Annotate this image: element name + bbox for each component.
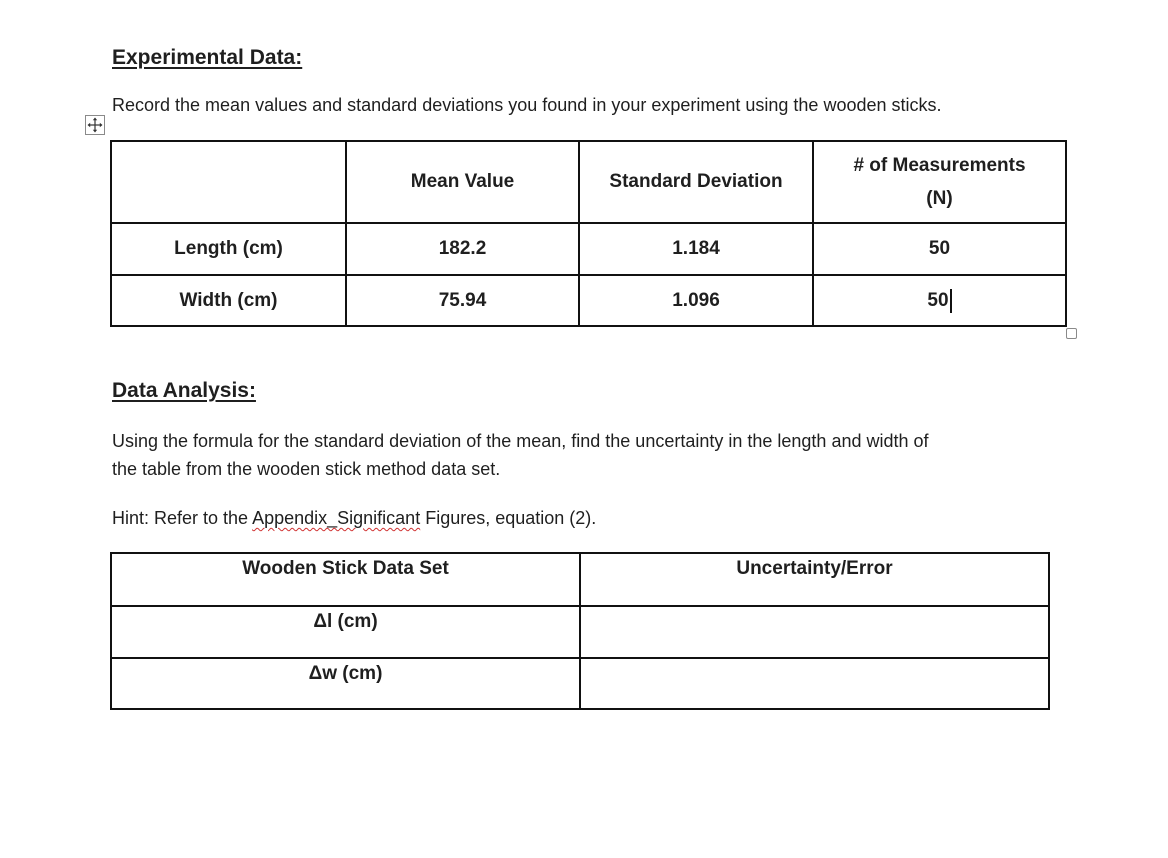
length-n-cell[interactable]: 50 (813, 223, 1066, 275)
header-uncertainty-error[interactable]: Uncertainty/Error (580, 553, 1049, 606)
delta-w-label[interactable]: Δw (cm) (111, 658, 580, 709)
row-label-width[interactable]: Width (cm) (111, 275, 346, 326)
hint-appendix-reference: Appendix_Significant (252, 508, 421, 528)
table-move-handle-icon[interactable] (85, 115, 105, 135)
table-cell[interactable] (111, 141, 346, 223)
table-header-row (111, 553, 1049, 606)
row-label-length[interactable]: Length (cm) (111, 223, 346, 275)
delta-w-value-cell[interactable] (580, 658, 1049, 709)
header-wooden-stick-data-set[interactable]: Wooden Stick Data Set (111, 553, 580, 606)
table-header-row (111, 141, 1066, 223)
table-resize-handle-icon[interactable] (1066, 328, 1077, 339)
experimental-data-heading: Experimental Data: (112, 46, 303, 69)
header-measurements[interactable] (813, 141, 1066, 223)
header-mean-value[interactable]: Mean Value (346, 141, 579, 223)
move-arrows-icon (87, 117, 103, 133)
data-analysis-heading: Data Analysis: (112, 379, 256, 402)
width-sd-cell[interactable]: 1.096 (579, 275, 813, 326)
header-measurements-line2: (N) (926, 188, 953, 209)
table-row (111, 658, 1049, 709)
header-measurements-line1: # of Measurements (853, 155, 1026, 176)
hint-prefix: Hint: Refer to the (112, 508, 253, 528)
delta-l-label[interactable]: Δl (cm) (111, 606, 580, 658)
length-sd-cell[interactable]: 1.184 (579, 223, 813, 275)
analysis-paragraph-line2: the table from the wooden stick method data set. (112, 459, 501, 479)
experimental-data-table (110, 140, 1067, 327)
header-standard-deviation[interactable]: Standard Deviation (579, 141, 813, 223)
hint-text (112, 504, 596, 532)
table-row (111, 275, 1066, 326)
analysis-paragraph (112, 427, 929, 483)
uncertainty-table (110, 552, 1050, 710)
hint-suffix: Figures, equation (2). (420, 508, 597, 528)
width-mean-cell[interactable]: 75.94 (346, 275, 579, 326)
table-row (111, 223, 1066, 275)
text-cursor (950, 289, 952, 313)
analysis-paragraph-line1: Using the formula for the standard deviation of the mean, find the uncertainty in the length and width of (112, 431, 929, 451)
table-row (111, 606, 1049, 658)
instruction-text: Record the mean values and standard deviations you found in your experiment using the wooden sticks. (112, 95, 942, 115)
length-mean-cell[interactable]: 182.2 (346, 223, 579, 275)
width-n-cell[interactable] (813, 275, 1066, 326)
delta-l-value-cell[interactable] (580, 606, 1049, 658)
width-n-value: 50 (927, 289, 949, 311)
